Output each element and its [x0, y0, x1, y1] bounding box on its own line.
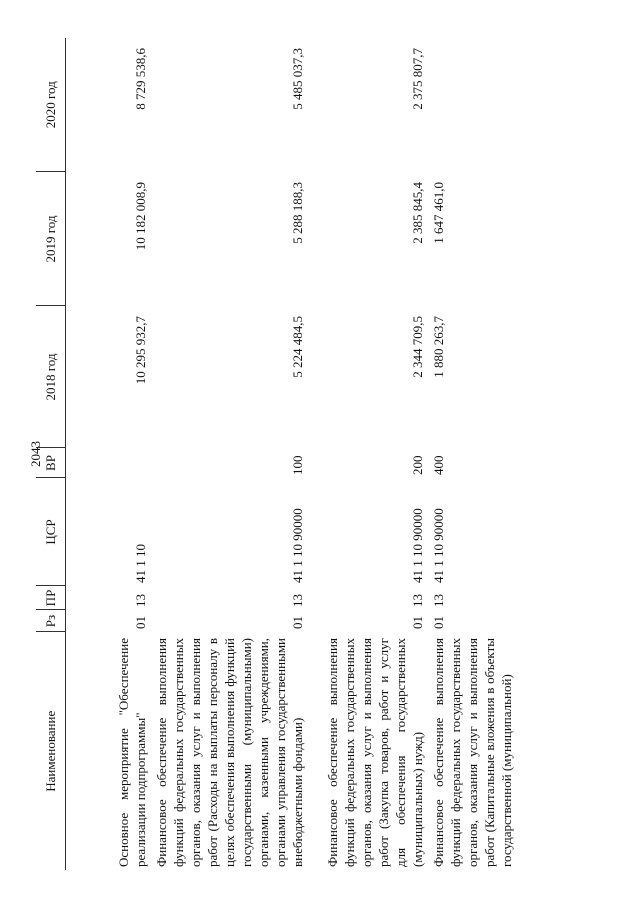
- row-name: Финансовое обеспечение выполнения функций федеральных государственных органов, оказания услуг и выполнения работ (Закупка товаров, работ и услуг для обеспечения государственных (муниципальных) нужд): [324, 638, 425, 867]
- col-header-csr: ЦСР: [36, 478, 66, 586]
- row-2018: 10 295 932,7: [132, 316, 148, 385]
- col-header-2019: 2019 год: [36, 172, 66, 306]
- row-2018: 2 344 709,5: [409, 316, 425, 378]
- col-header-vr: ВР: [36, 448, 66, 478]
- row-name: Финансовое обеспечение выполнения функций федеральных государственных органов, оказания услуг и выполнения работ (Расходы на выплаты персоналу в целях обеспечения выполнения функций государственными (муниципальными) органами, казенными учреждениями, органами управления государственными внебюджетными фондами): [153, 638, 305, 867]
- col-header-name: Наименование: [36, 632, 66, 870]
- row-pr: 13: [430, 594, 446, 607]
- row-pr: 13: [289, 594, 305, 607]
- table-row: [308, 38, 428, 870]
- col-header-2018: 2018 год: [36, 306, 66, 448]
- col-header-pr: ПР: [36, 586, 66, 610]
- row-2020: 2 375 807,7: [409, 48, 425, 110]
- row-2019: 10 182 008,9: [132, 182, 148, 251]
- page-number: 2043: [28, 441, 43, 467]
- row-csr: 41 1 10 90000: [289, 508, 305, 583]
- row-2019: 1 647 461,0: [430, 182, 446, 244]
- row-vr: [66, 448, 151, 478]
- row-2018: 5 224 484,5: [289, 316, 305, 378]
- header-row: [36, 38, 66, 870]
- row-csr: 41 1 10 90000: [430, 508, 446, 583]
- budget-table: [36, 38, 517, 870]
- table-row: [151, 38, 308, 870]
- row-rz: 01: [430, 616, 446, 629]
- table-row: [428, 38, 517, 870]
- row-pr: 13: [409, 594, 425, 607]
- row-vr: 200: [409, 455, 425, 475]
- row-rz: 01: [289, 616, 305, 629]
- row-2020: 5 485 037,3: [289, 48, 305, 110]
- row-2019: 2 385 845,4: [409, 182, 425, 244]
- row-pr: 13: [132, 594, 148, 607]
- row-2018: 1 880 263,7: [430, 316, 446, 378]
- table-row: [66, 38, 151, 870]
- row-2020: 8 729 538,6: [132, 48, 148, 110]
- col-header-rz: Рз: [36, 610, 66, 632]
- row-csr: 41 1 10 90000: [409, 508, 425, 583]
- row-name: Финансовое обеспечение выполнения функций федеральных государственных органов, оказания услуг и выполнения работ (Капитальные вложения в объекты государственной (муниципальной): [430, 638, 514, 867]
- row-name: Основное мероприятие "Обеспечение реализации подпрограммы": [115, 638, 148, 867]
- row-vr: 400: [430, 455, 446, 475]
- col-header-2020: 2020 год: [36, 38, 66, 172]
- row-vr: 100: [289, 455, 305, 475]
- row-rz: 01: [132, 616, 148, 629]
- row-2020: [428, 38, 517, 172]
- row-2019: 5 288 188,3: [289, 182, 305, 244]
- budget-table-sheet: [36, 38, 548, 870]
- row-csr: 41 1 10: [132, 544, 148, 583]
- row-rz: 01: [409, 616, 425, 629]
